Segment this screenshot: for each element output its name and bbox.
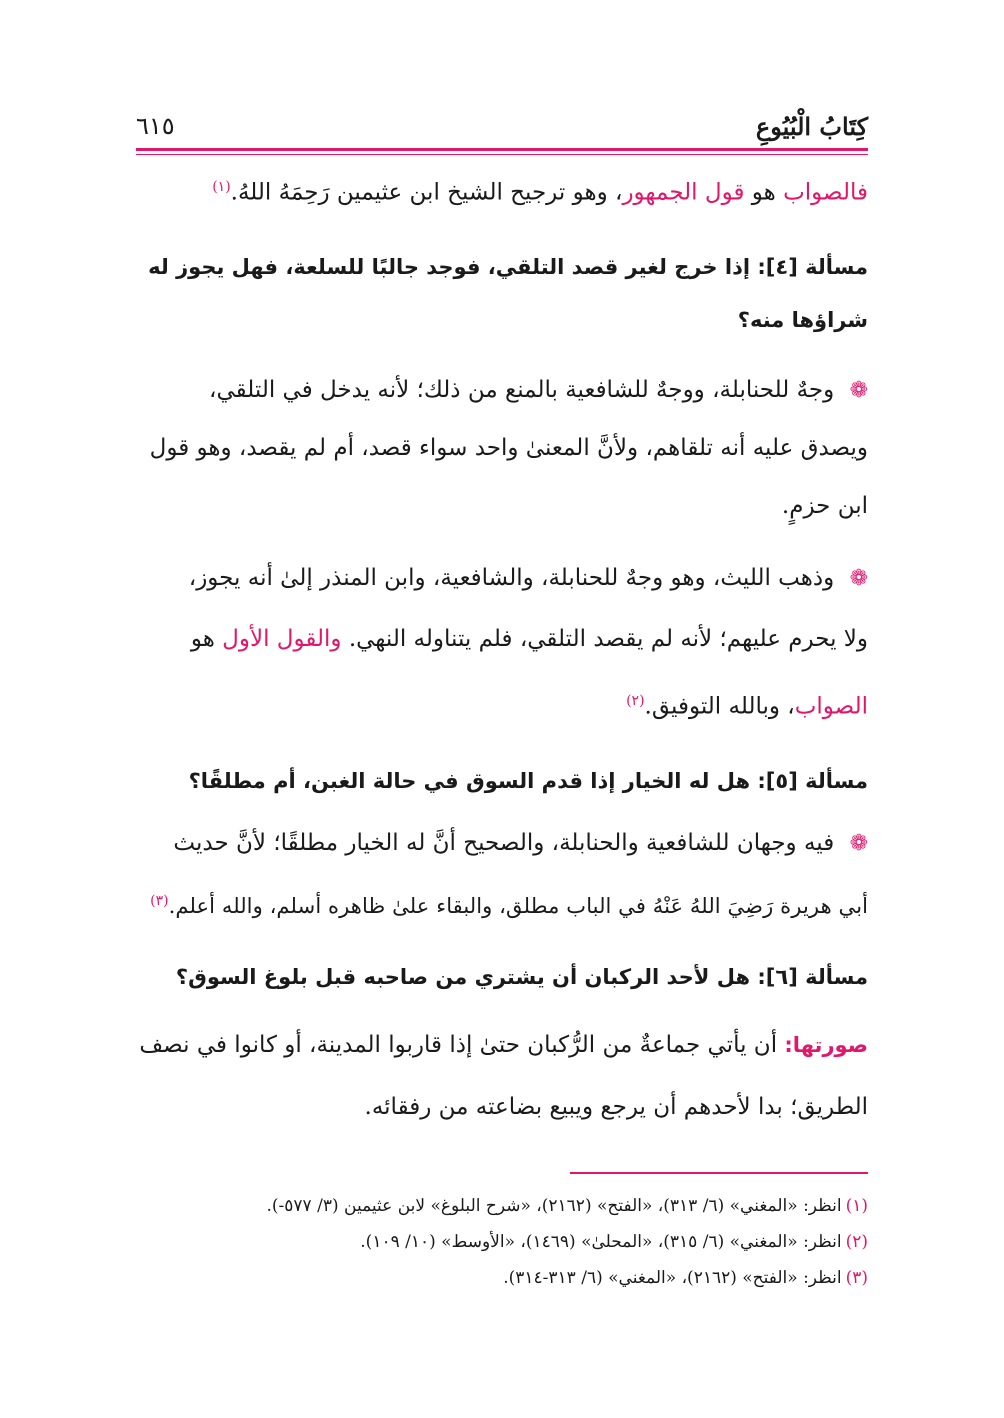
intro-text-2: ، وهو ترجيح الشيخ ابن عثيمين رَحِمَهُ اللهُ. — [230, 179, 623, 206]
paragraph-text: أن يأتي جماعةٌ من الرُّكبان حتىٰ إذا قاربوا المدينة، أو كانوا في نصف — [139, 1032, 785, 1058]
question-text: هل لأحد الركبان أن يشتري من صاحبه قبل بلوغ السوق؟ — [175, 965, 758, 989]
footnote-ref[interactable]: (١) — [212, 179, 231, 195]
intro-pink-a: فالصواب — [783, 179, 868, 206]
question-4-line-2 — [136, 305, 868, 335]
intro-text-1: هو — [744, 179, 784, 206]
chapter-title: كِتَابُ الْبُيُوعِ — [755, 112, 868, 141]
flower-ornament-icon: ❁ — [849, 566, 868, 591]
question-label: مسألة [٦]: — [757, 965, 868, 989]
flower-ornament-icon: ❁ — [849, 831, 868, 856]
paragraph-5-line-1 — [136, 828, 868, 859]
paragraph-text: ولا يحرم عليهم؛ لأنه لم يقصد التلقي، فلم يتناوله النهي. — [341, 626, 868, 652]
footnote-rule — [570, 1172, 868, 1174]
paragraph-text: ، وبالله التوفيق. — [644, 693, 795, 720]
paragraph-4a-line-1 — [136, 375, 868, 406]
footnote-number: (٣) — [845, 1268, 868, 1288]
footnote-1 — [136, 1194, 868, 1218]
paragraph-4a-line-3 — [136, 491, 868, 521]
paragraph-text: وذهب الليث، وهو وجهٌ للحنابلة، والشافعية، وابن المنذر إلىٰ أنه يجوز، — [188, 565, 842, 591]
flower-ornament-icon: ❁ — [849, 378, 868, 403]
question-text: هل له الخيار إذا قدم السوق في حالة الغبن، أم مطلقًا؟ — [188, 769, 758, 793]
paragraph-text: هو — [190, 626, 223, 652]
paragraph-text: ويصدق عليه أنه تلقاهم، ولأنَّ المعنىٰ واحد سواء قصد، أم لم يقصد، وهو قول — [149, 435, 868, 461]
question-4-line-1 — [136, 252, 868, 282]
paragraph-text: وجهٌ للحنابلة، ووجهٌ للشافعية بالمنع من ذلك؛ لأنه يدخل في التلقي، — [209, 377, 842, 403]
paragraph-label: صورتها: — [784, 1033, 868, 1057]
paragraph-text: الطريق؛ بدا لأحدهم أن يرجع ويبيع بضاعته من رفقائه. — [364, 1094, 868, 1120]
question-text: إذا خرج لغير قصد التلقي، فوجد جالبًا للسلعة، فهل يجوز له — [148, 255, 758, 279]
paragraph-pink: والقول الأول — [222, 626, 342, 652]
paragraph-4b-line-1 — [136, 563, 868, 594]
question-5 — [136, 766, 868, 796]
intro-pink-b: قول الجمهور — [622, 179, 745, 206]
paragraph-text: فيه وجهان للشافعية والحنابلة، والصحيح أنَّ له الخيار مطلقًا؛ لأنَّ حديث — [173, 830, 842, 856]
footnote-number: (٢) — [845, 1232, 868, 1252]
paragraph-5-line-2 — [136, 886, 868, 922]
footnote-ref[interactable]: (٢) — [626, 693, 645, 709]
paragraph-text: أبي هريرة رَضِيَ اللهُ عَنْهُ في الباب مطلق، والبقاء علىٰ ظاهره أسلم، والله أعلم. — [168, 894, 868, 920]
question-6 — [136, 962, 868, 992]
footnote-text: انظر: «المغني» (٦/ ٣١٣)، «الفتح» (٢١٦٢)، «شرح البلوغ» لابن عثيمين (٣/ ٥٧٧-). — [266, 1196, 842, 1216]
question-label: مسألة [٤]: — [757, 255, 868, 279]
paragraph-6-line-2 — [136, 1092, 868, 1122]
paragraph-6-line-1 — [136, 1030, 868, 1060]
paragraph-text: ابن حزمٍ. — [781, 493, 868, 519]
question-text: شراؤها منه؟ — [737, 308, 868, 332]
page-number: ٦١٥ — [136, 112, 175, 140]
footnote-number: (١) — [845, 1196, 868, 1216]
footnote-text: انظر: «المغني» (٦/ ٣١٥)، «المحلىٰ» (١٤٦٩)، «الأوسط» (١٠/ ١٠٩). — [360, 1232, 842, 1252]
header-rule-thick — [136, 148, 868, 151]
paragraph-pink: الصواب — [794, 693, 868, 720]
paragraph-4a-line-2 — [136, 433, 868, 463]
header-rule-thin — [136, 154, 868, 155]
paragraph-4b-line-2 — [136, 624, 868, 654]
footnote-text: انظر: «الفتح» (٢١٦٢)، «المغني» (٦/ ٣١٣-٣١٤). — [503, 1268, 842, 1288]
footnote-2 — [136, 1230, 868, 1254]
footnote-ref[interactable]: (٣) — [150, 893, 169, 909]
paragraph-4b-line-3 — [136, 686, 868, 722]
page-header — [136, 112, 868, 152]
question-label: مسألة [٥]: — [757, 769, 868, 793]
footnote-3 — [136, 1266, 868, 1290]
intro-line — [136, 172, 868, 208]
